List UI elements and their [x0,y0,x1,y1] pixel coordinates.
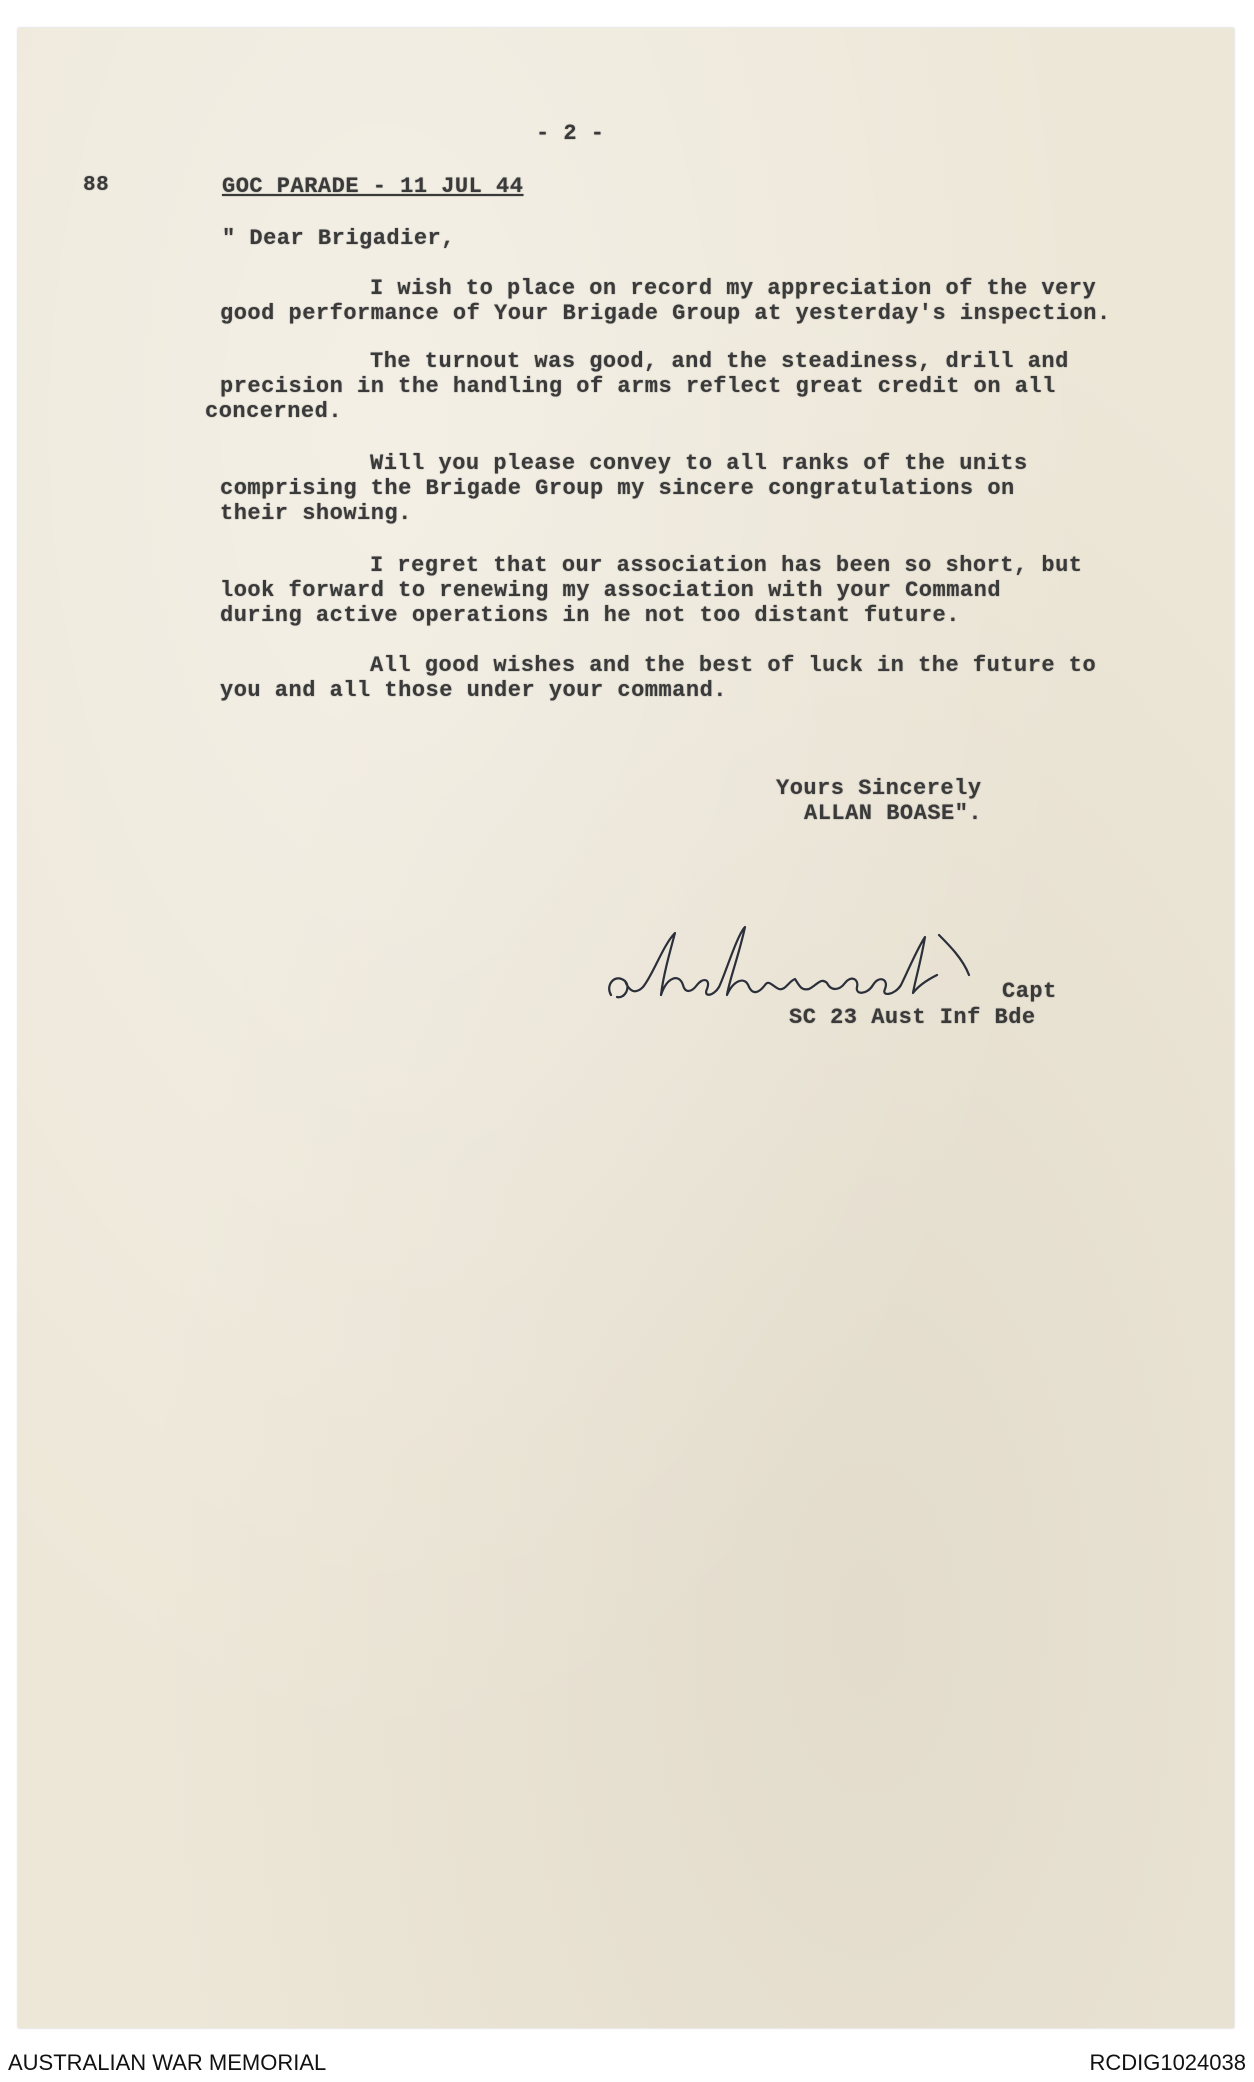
signature-rank: Capt [1002,979,1057,1004]
page-number: - 2 - [536,121,605,146]
paragraph-line: comprising the Brigade Group my sincere congratulations on [220,476,1015,501]
paragraph-line: look forward to renewing my association with your Command [220,578,1002,603]
paragraph-4 [200,553,1200,628]
subject-line: GOC PARADE - 11 JUL 44 [222,174,524,199]
paragraph-line: The turnout was good, and the steadiness, drill and [370,349,1069,374]
salutation: " Dear Brigadier, [222,226,455,251]
paragraph-1 [200,276,1200,326]
closing-phrase: Yours Sincerely [776,776,982,801]
paragraph-line: I wish to place on record my appreciation of the very [370,276,1097,301]
handwritten-signature [603,915,1003,1015]
paragraph-line: Will you please convey to all ranks of the units [370,451,1028,476]
document-page [18,28,1234,2028]
paragraph-line: precision in the handling of arms reflect great credit on all [220,374,1056,399]
paragraph-2 [200,349,1200,424]
signature-unit: SC 23 Aust Inf Bde [789,1005,1036,1030]
closing-name: ALLAN BOASE". [804,801,983,826]
paragraph-3 [200,451,1200,526]
paragraph-line: concerned. [205,399,343,424]
paragraph-line: All good wishes and the best of luck in the future to [370,653,1097,678]
paragraph-line: during active operations in he not too distant future. [220,603,960,628]
paragraph-line: I regret that our association has been so short, but [370,553,1083,578]
footer-institution: AUSTRALIAN WAR MEMORIAL [8,2050,327,2075]
paragraph-line: their showing. [220,501,412,526]
paragraph-5 [200,653,1200,703]
footer-record-id: RCDIG1024038 [1089,2050,1246,2075]
paragraph-line: good performance of Your Brigade Group at yesterday's inspection. [220,301,1111,326]
reference-number: 88 [83,174,110,197]
paragraph-line: you and all those under your command. [220,678,727,703]
